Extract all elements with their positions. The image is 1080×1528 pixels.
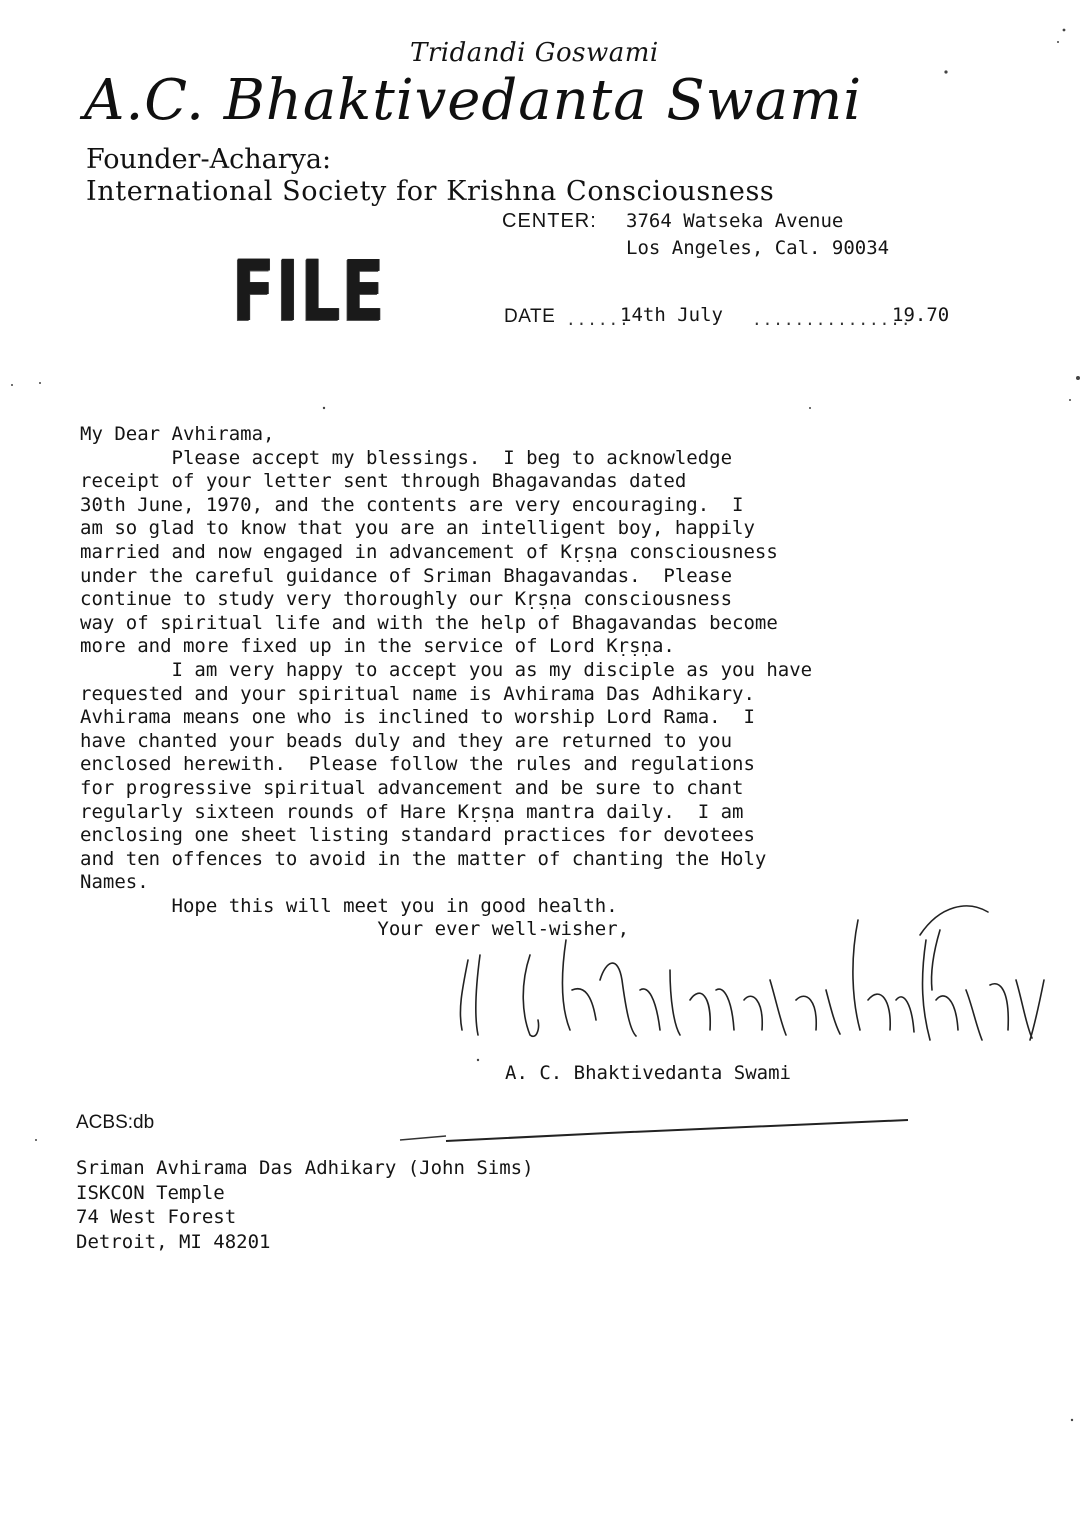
letter-line-6: under the careful guidance of Sriman Bhagavandas. Please (80, 564, 733, 587)
letter-line-12: Avhirama means one who is inclined to worship Lord Rama. I (80, 706, 755, 729)
letter-line-17: enclosing one sheet listing standard practices for devotees (80, 824, 755, 847)
file-stamp: FILE (232, 242, 386, 340)
letter-line-1: Please accept my blessings. I beg to acknowledge (80, 446, 733, 469)
letter-line-4: am so glad to know that you are an intelligent boy, happily (80, 517, 755, 540)
letter-line-20: Hope this will meet you in good health. (80, 894, 618, 917)
letterhead-founder: Founder-Acharya: (86, 144, 332, 175)
letter-line-15: for progressive spiritual advancement and be sure to chant (80, 776, 744, 799)
center-label: CENTER: (502, 210, 597, 232)
letter-line-18: and ten offences to avoid in the matter of chanting the Holy (80, 847, 767, 870)
letter-line-3: 30th June, 1970, and the contents are very encouraging. I (80, 493, 744, 516)
center-address-line-2: Los Angeles, Cal. 90034 (626, 237, 890, 259)
recipient-line-4: Detroit, MI 48201 (76, 1230, 271, 1253)
letter-line-14: enclosed herewith. Please follow the rules and regulations (80, 753, 755, 776)
letter-line-10: I am very happy to accept you as my disciple as you have (80, 658, 813, 681)
recipient-line-1: Sriman Avhirama Das Adhikary (John Sims) (76, 1157, 534, 1179)
letter-line-16: regularly sixteen rounds of Hare Kṛṣṇa mantra daily. I am (80, 800, 744, 823)
reference-initials: ACBS:db (76, 1112, 155, 1133)
recipient-line-3: 74 West Forest (76, 1206, 237, 1229)
typed-signature: A. C. Bhaktivedanta Swami (505, 1062, 791, 1084)
letter-line-11: requested and your spiritual name is Avhirama Das Adhikary. (80, 682, 755, 705)
recipient-line-2: ISKCON Temple (76, 1181, 225, 1204)
letter-line-5: married and now engaged in advancement of Kṛṣṇa consciousness (80, 540, 778, 563)
letterhead-name: A.C. Bhaktivedanta Swami (84, 68, 863, 133)
letter-line-8: way of spiritual life and with the help of Bhagavandas become (80, 611, 778, 634)
letter-line-2: receipt of your letter sent through Bhagavandas dated (80, 470, 687, 493)
letterhead-title-top: Tridandi Goswami (410, 38, 659, 68)
date-year: 19.70 (892, 304, 950, 326)
salutation: My Dear Avhirama, (80, 423, 275, 445)
letter-line-7: continue to study very thoroughly our Kṛṣṇa consciousness (80, 588, 733, 611)
letter-line-19: Names. (80, 871, 149, 894)
date-leader-dots-1: ...... (566, 310, 630, 329)
date-value: 14th July (620, 304, 723, 326)
closing-text: Your ever well-wisher, (377, 918, 630, 941)
center-address-line-1: 3764 Watseka Avenue (626, 210, 844, 232)
letter-line-9: more and more fixed up in the service of Lord Kṛṣṇa. (80, 635, 675, 658)
date-label: DATE (504, 306, 556, 327)
letterhead-society: International Society for Krishna Consciousness (86, 176, 775, 207)
letter-line-13: have chanted your beads duly and they are returned to you (80, 729, 733, 752)
date-leader-dots-2: ............... (752, 310, 912, 329)
